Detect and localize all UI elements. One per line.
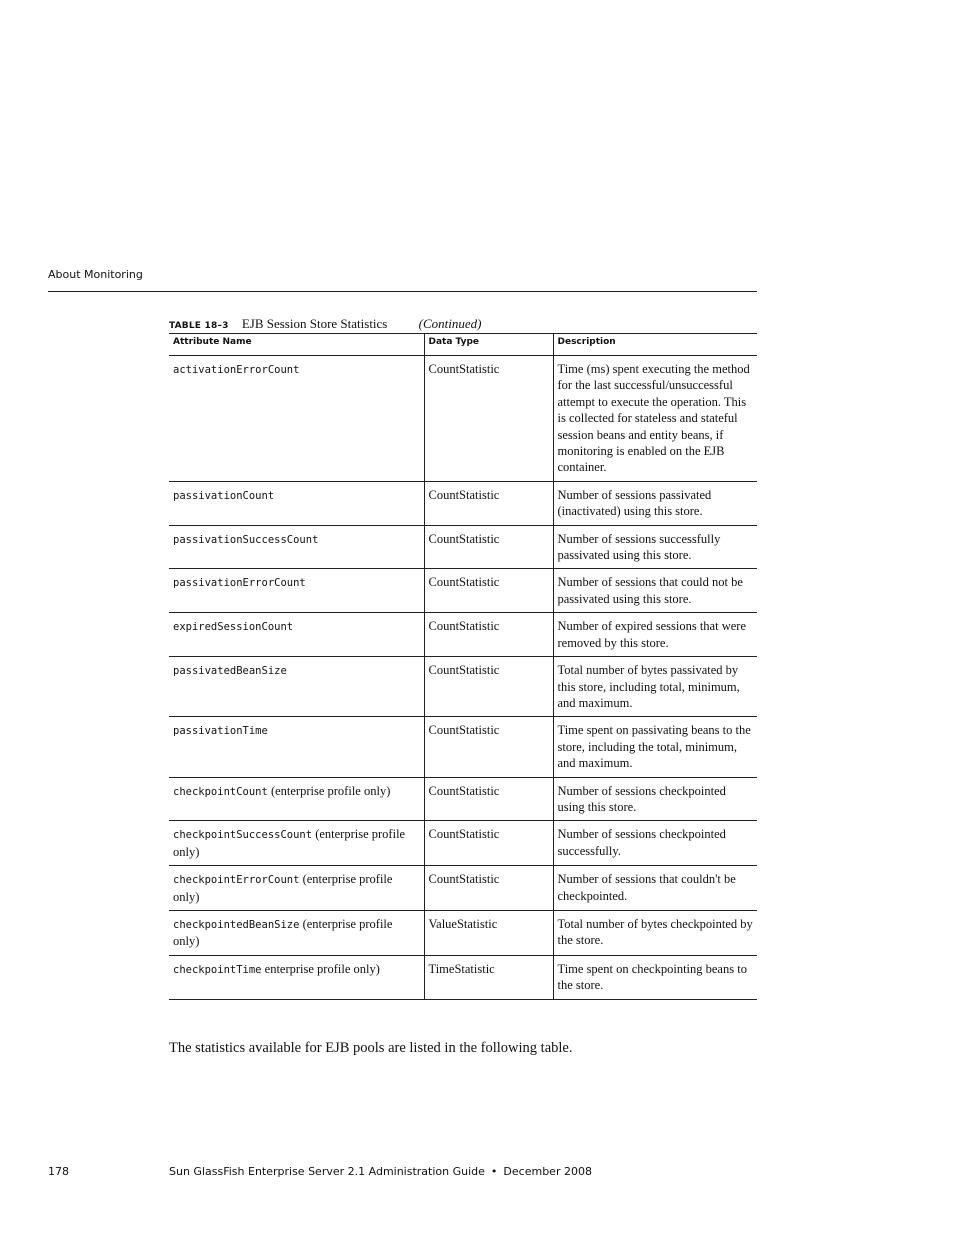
attribute-code: activationErrorCount <box>173 364 300 376</box>
attribute-name-cell <box>169 657 424 717</box>
table-row <box>169 866 757 911</box>
attribute-note: (enterprise profile only) <box>173 827 406 859</box>
table-row <box>169 613 757 657</box>
attribute-code: checkpointSuccessCount <box>173 829 313 842</box>
column-header-data-type: Data Type <box>424 334 553 356</box>
attribute-code: passivationTime <box>173 725 268 738</box>
description-cell: Number of sessions checkpointed using this store. <box>553 777 757 821</box>
table-row <box>169 821 757 866</box>
description-cell: Number of sessions checkpointed successfully. <box>553 821 757 866</box>
ejb-session-store-statistics-table <box>169 333 757 1000</box>
description-cell: Time (ms) spent executing the method for the last successful/unsuccessful attempt to execute the operation. This is collected for stateless and stateful session beans and entity beans, if monitoring is enabled on the EJB container. <box>553 356 757 482</box>
body-paragraph: The statistics available for EJB pools are listed in the following table. <box>169 1040 573 1056</box>
description-cell: Time spent on checkpointing beans to the store. <box>553 955 757 999</box>
attribute-code: expiredSessionCount <box>173 621 294 634</box>
attribute-code: passivationErrorCount <box>173 577 306 590</box>
table-title: EJB Session Store Statistics <box>241 316 388 331</box>
column-header-description: Description <box>553 334 757 356</box>
data-type-cell: CountStatistic <box>424 569 553 613</box>
description-cell: Number of sessions that couldn't be checkpointed. <box>553 866 757 911</box>
footer-title <box>169 1165 592 1178</box>
attribute-name-cell <box>169 525 424 569</box>
table-row <box>169 657 757 717</box>
data-type-cell: CountStatistic <box>424 866 553 911</box>
attribute-note: (enterprise profile only) <box>173 916 393 949</box>
data-type-cell: ValueStatistic <box>424 910 553 955</box>
table-row <box>169 569 757 613</box>
table-row <box>169 717 757 777</box>
column-header-attribute-name: Attribute Name <box>169 334 424 356</box>
page-number: 178 <box>48 1165 69 1178</box>
publication-date: December 2008 <box>503 1165 592 1178</box>
description-cell: Total number of bytes checkpointed by the store. <box>553 910 757 955</box>
book-title: Sun GlassFish Enterprise Server 2.1 Administration Guide <box>169 1165 485 1178</box>
attribute-code: passivationSuccessCount <box>173 533 319 546</box>
attribute-name-cell <box>169 777 424 821</box>
table-row <box>169 525 757 569</box>
description-cell: Number of expired sessions that were removed by this store. <box>553 613 757 657</box>
table-header-row <box>169 334 757 356</box>
data-type-cell: CountStatistic <box>424 356 553 482</box>
attribute-name-cell <box>169 356 424 482</box>
attribute-code: checkpointTime <box>173 963 262 976</box>
attribute-code: passivationCount <box>173 489 275 502</box>
attribute-code: checkpointCount <box>173 785 268 798</box>
data-type-cell: CountStatistic <box>424 613 553 657</box>
attribute-code: checkpointedBeanSize <box>173 918 300 931</box>
description-cell: Number of sessions passivated (inactivated) using this store. <box>553 481 757 525</box>
attribute-name-cell <box>169 481 424 525</box>
table-row <box>169 356 757 482</box>
attribute-name-cell <box>169 613 424 657</box>
table-row <box>169 481 757 525</box>
attribute-name-cell <box>169 866 424 911</box>
attribute-code: checkpointErrorCount <box>173 874 300 887</box>
data-type-cell: CountStatistic <box>424 821 553 866</box>
attribute-note: (enterprise profile only) <box>267 783 391 798</box>
data-type-cell: CountStatistic <box>424 481 553 525</box>
data-type-cell: TimeStatistic <box>424 955 553 999</box>
table-label: TABLE 18–3 <box>169 321 229 331</box>
footer-bullet: • <box>490 1165 498 1178</box>
description-cell: Total number of bytes passivated by this store, including total, minimum, and maximum. <box>553 657 757 717</box>
description-cell: Number of sessions that could not be passivated using this store. <box>553 569 757 613</box>
description-cell: Time spent on passivating beans to the store, including the total, minimum, and maximum. <box>553 717 757 777</box>
description-cell: Number of sessions successfully passivated using this store. <box>553 525 757 569</box>
attribute-name-cell <box>169 955 424 999</box>
table-row <box>169 910 757 955</box>
attribute-note: enterprise profile only) <box>261 961 380 976</box>
running-header: About Monitoring <box>48 268 143 281</box>
attribute-name-cell <box>169 717 424 777</box>
table-row <box>169 955 757 999</box>
data-type-cell: CountStatistic <box>424 657 553 717</box>
table-continued-label: (Continued) <box>418 316 482 331</box>
data-type-cell: CountStatistic <box>424 777 553 821</box>
table-caption <box>169 316 481 332</box>
attribute-code: passivatedBeanSize <box>173 665 287 678</box>
attribute-name-cell <box>169 821 424 866</box>
attribute-note: (enterprise profile only) <box>173 872 393 904</box>
data-type-cell: CountStatistic <box>424 717 553 777</box>
attribute-name-cell <box>169 910 424 955</box>
data-type-cell: CountStatistic <box>424 525 553 569</box>
header-rule <box>48 291 757 292</box>
attribute-name-cell <box>169 569 424 613</box>
table-row <box>169 777 757 821</box>
